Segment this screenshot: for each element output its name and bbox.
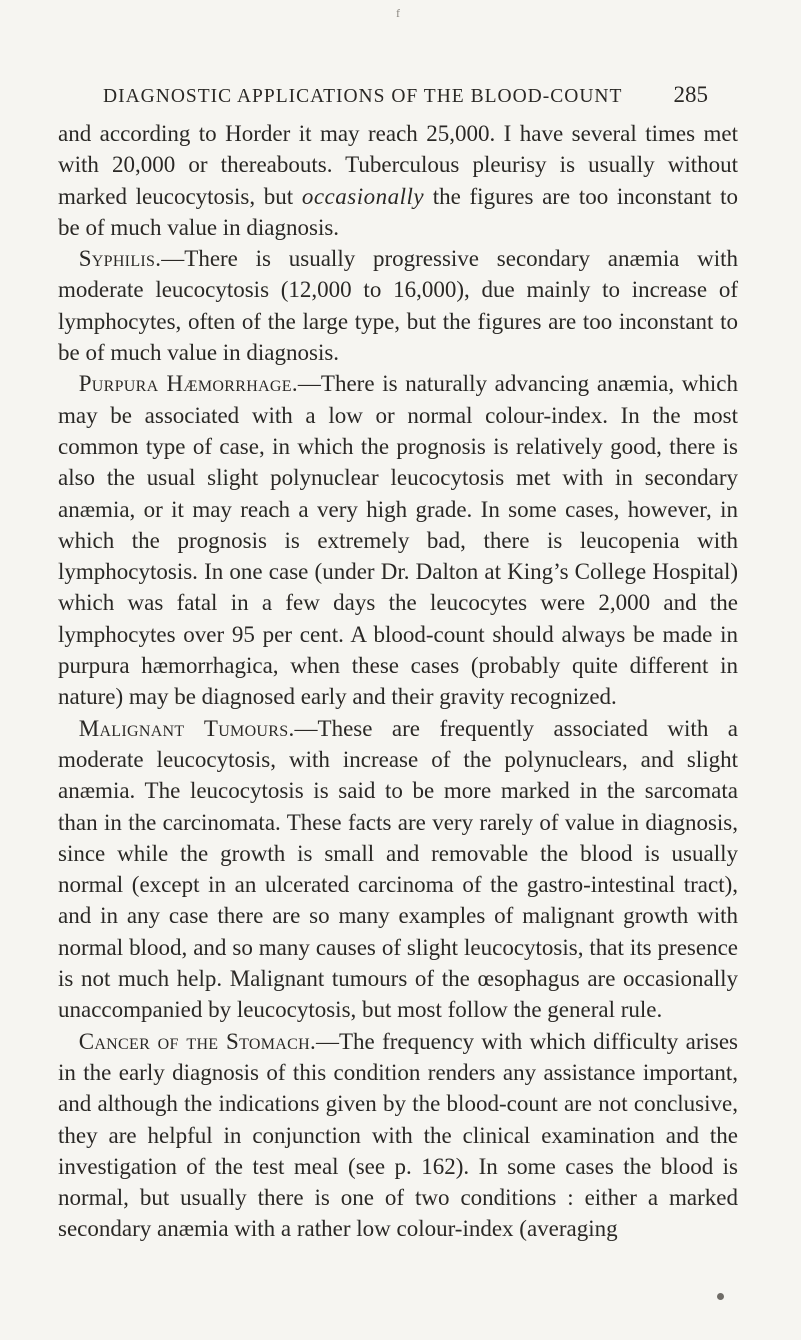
paragraph-syphilis <box>58 243 738 368</box>
top-margin-mark: f <box>396 6 400 20</box>
running-head: DIAGNOSTIC APPLICATIONS OF THE BLOOD-COUNT <box>103 86 623 107</box>
italic-emphasis: occasionally <box>301 183 425 209</box>
paragraph-tuberculous-pleurisy <box>58 118 738 243</box>
paragraph-text: the figures are too inconstant to be of much value in diagnosis. <box>58 183 738 240</box>
paragraph-text: —These are frequently associated with a moderate leucocytosis, with increase of the polynuclears, and slight anæmia. The leucocytosis is said to be more marked in the sarcomata than in the carcinomata. These facts are very rarely of value in diagnosis, since while the growth is small and removable the blood is usually normal (except in an ulcerated carcinoma of the gastro-intestinal tract), and in any case there are so many examples of malignant growth with normal blood, and so many causes of slight leucocytosis, that its presence is not much help. Malignant tumours of the œsophagus are occasionally unaccompanied by leucocytosis, but most follow the general rule. <box>58 715 739 1023</box>
page-header <box>103 82 708 108</box>
section-heading: Syphilis. <box>78 246 162 272</box>
paragraph-cancer-of-stomach <box>58 1026 738 1245</box>
paragraph-text: and according to Horder it may reach 25,000. I have several times met with 20,000 or thereabouts. Tuberculous pleurisy is usually without marked leucocytosis, but <box>58 121 738 209</box>
paragraph-text: —There is naturally advancing anæmia, which may be associated with a low or normal colour-index. In the most common type of case, in which the prognosis is relatively good, there is also the usual slight polynuclear leucocytosis met with in secondary anæmia, or it may reach a very high grade. In some cases, however, in which the prognosis is extremely bad, there is leucopenia with lymphocytosis. In one case (under Dr. Dalton at King’s College Hospital) which was fatal in a few days the leucocytes were 2,000 and the lymphocytes over 95 per cent. A blood-count should always be made in purpura hæmorrhagica, when these cases (probably quite different in nature) may be diagnosed early and their gravity recognized. <box>58 371 738 710</box>
paragraph-text: —The frequency with which difficulty arises in the early diagnosis of this condition renders any assistance important, and although the indications given by the blood-count are not conclusive, they are helpful in conjunction with the clinical examination and the investigation of the test meal (see p. 162). In some cases the blood is normal, but usually there is one of two conditions : either a marked secondary anæmia with a rather low colour-index (averaging <box>58 1028 738 1242</box>
paragraph-text: —There is usually progressive secondary anæmia with moderate leucocytosis (12,000 to 16,000), due mainly to increase of lymphocytes, often of the large type, but the figures are too inconstant to be of much value in diagnosis. <box>58 246 738 366</box>
ink-spot <box>717 1293 724 1300</box>
section-heading: Cancer of the Stomach. <box>78 1028 316 1054</box>
paragraph-malignant-tumours <box>58 713 738 1026</box>
section-heading: Malignant Tumours. <box>78 715 295 741</box>
paragraph-purpura <box>58 368 738 712</box>
section-heading: Purpura Hæmorrhage. <box>78 371 298 397</box>
page-number: 285 <box>673 82 708 107</box>
body-text <box>58 118 738 1245</box>
